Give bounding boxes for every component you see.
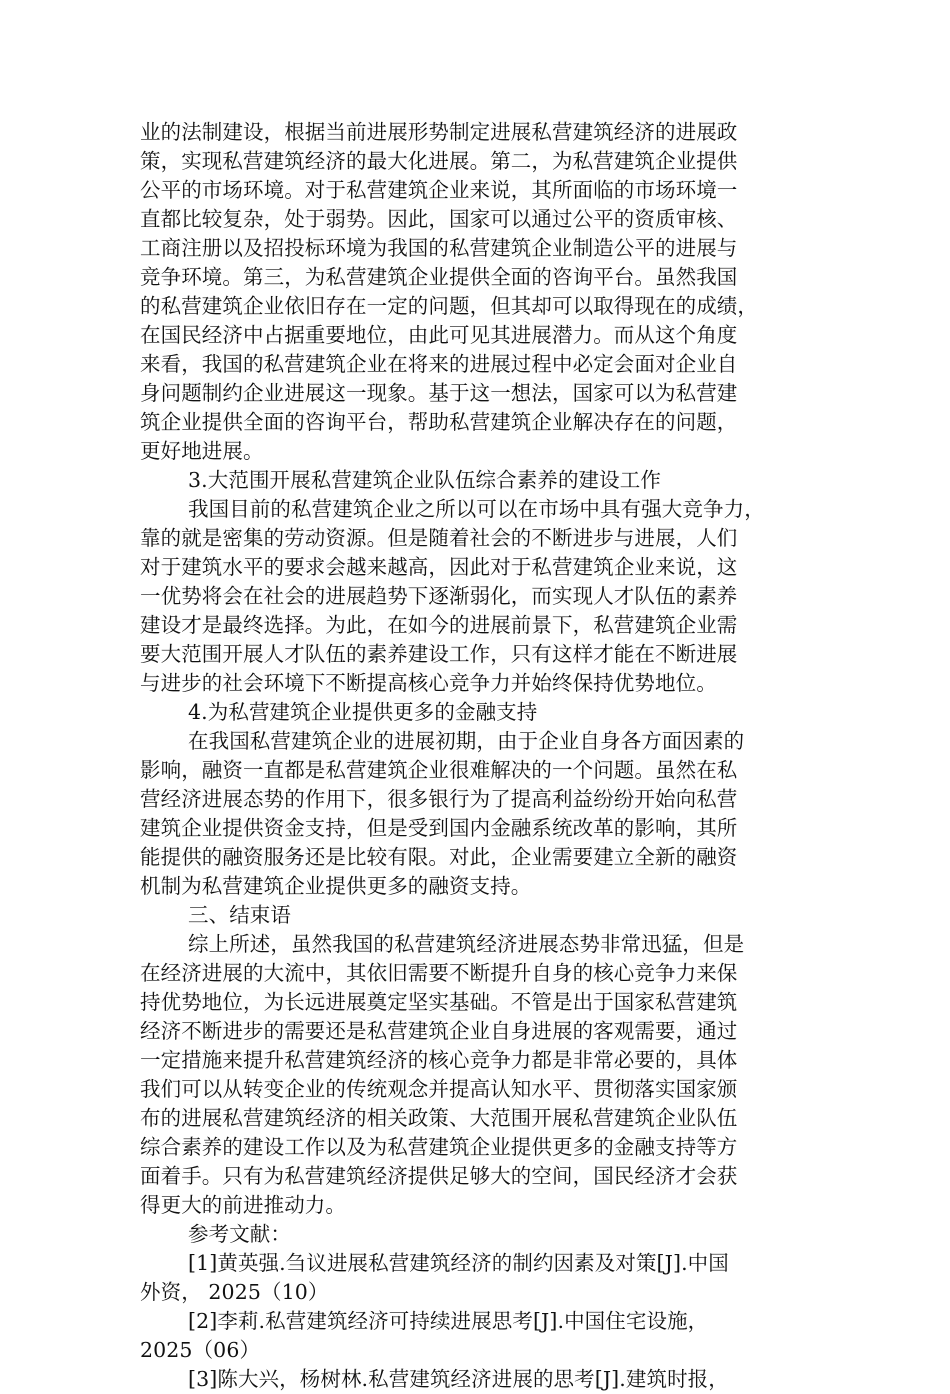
- text-line: [1]黄英强.刍议进展私营建筑经济的制约因素及对策[J].中国: [188, 1251, 729, 1275]
- text-line: 工商注册以及招投标环境为我国的私营建筑企业制造公平的进展与: [140, 236, 738, 260]
- text-line: 在经济进展的大流中，其依旧需要不断提升自身的核心竞争力来保: [140, 961, 738, 985]
- text-line: 业的法制建设，根据当前进展形势制定进展私营建筑经济的进展政: [140, 120, 738, 144]
- text-line: 我们可以从转变企业的传统观念并提高认知水平、贯彻落实国家颁: [140, 1077, 738, 1101]
- text-line: 综上所述，虽然我国的私营建筑经济进展态势非常迅猛，但是: [188, 932, 745, 956]
- text-line: 能提供的融资服务还是比较有限。对此，企业需要建立全新的融资: [140, 845, 738, 869]
- text-line: 对于建筑水平的要求会越来越高，因此对于私营建筑企业来说，这: [140, 555, 738, 579]
- text-line: 3.大范围开展私营建筑企业队伍综合素养的建设工作: [188, 468, 661, 492]
- text-line: 公平的市场环境。对于私营建筑企业来说，其所面临的市场环境一: [140, 178, 738, 202]
- text-line: 在我国私营建筑企业的进展初期，由于企业自身各方面因素的: [188, 729, 745, 753]
- text-line: 一定措施来提升私营建筑经济的核心竞争力都是非常必要的，具体: [140, 1048, 738, 1072]
- text-line: 竞争环境。第三，为私营建筑企业提供全面的咨询平台。虽然我国: [140, 265, 738, 289]
- text-line: 综合素养的建设工作以及为私营建筑企业提供更多的金融支持等方: [140, 1135, 738, 1159]
- text-line: 建筑企业提供资金支持，但是受到国内金融系统改革的影响，其所: [140, 816, 738, 840]
- text-line: 三、结束语: [188, 903, 291, 927]
- text-line: 4.为私营建筑企业提供更多的金融支持: [188, 700, 538, 724]
- text-line: 2025（06）: [140, 1338, 261, 1362]
- text-line: 建设才是最终选择。为此，在如今的进展前景下，私营建筑企业需: [140, 613, 738, 637]
- text-line: 靠的就是密集的劳动资源。但是随着社会的不断进步与进展，人们: [140, 526, 738, 550]
- text-line: 营经济进展态势的作用下，很多银行为了提高利益纷纷开始向私营: [140, 787, 738, 811]
- text-line: 影响，融资一直都是私营建筑企业很难解决的一个问题。虽然在私: [140, 758, 738, 782]
- text-line: 外资， 2025（10）: [140, 1280, 329, 1304]
- text-line: 经济不断进步的需要还是私营建筑企业自身进展的客观需要，通过: [140, 1019, 738, 1043]
- text-line: 布的进展私营建筑经济的相关政策、大范围开展私营建筑企业队伍: [140, 1106, 738, 1130]
- text-line: 要大范围开展人才队伍的素养建设工作，只有这样才能在不断进展: [140, 642, 738, 666]
- document-body: [140, 118, 820, 1394]
- text-line: 来看，我国的私营建筑企业在将来的进展过程中必定会面对企业自: [140, 352, 738, 376]
- text-line: [2]李莉.私营建筑经济可持续进展思考[J].中国住宅设施，: [188, 1309, 709, 1333]
- text-line: 在国民经济中占据重要地位，由此可见其进展潜力。而从这个角度: [140, 323, 738, 347]
- text-line: 更好地进展。: [140, 439, 264, 463]
- text-line: 面着手。只有为私营建筑经济提供足够大的空间，国民经济才会获: [140, 1164, 738, 1188]
- text-line: 一优势将会在社会的进展趋势下逐渐弱化，而实现人才队伍的素养: [140, 584, 738, 608]
- text-line: 的私营建筑企业依旧存在一定的问题，但其却可以取得现在的成绩，: [140, 294, 758, 318]
- text-line: 参考文献：: [188, 1222, 291, 1246]
- text-line: 持优势地位，为长远进展奠定坚实基础。不管是出于国家私营建筑: [140, 990, 738, 1014]
- text-line: 身问题制约企业进展这一现象。基于这一想法，国家可以为私营建: [140, 381, 738, 405]
- text-line: 与进步的社会环境下不断提高核心竞争力并始终保持优势地位。: [140, 671, 717, 695]
- text-line: 筑企业提供全面的咨询平台，帮助私营建筑企业解决存在的问题，: [140, 410, 738, 434]
- text-line: 我国目前的私营建筑企业之所以可以在市场中具有强大竞争力，: [188, 497, 765, 521]
- text-line: 得更大的前进推动力。: [140, 1193, 346, 1217]
- text-line: 机制为私营建筑企业提供更多的融资支持。: [140, 874, 532, 898]
- text-line: 策，实现私营建筑经济的最大化进展。第二，为私营建筑企业提供: [140, 149, 738, 173]
- text-line: 直都比较复杂，处于弱势。因此，国家可以通过公平的资质审核、: [140, 207, 738, 231]
- text-line: [3]陈大兴，杨树林.私营建筑经济进展的思考[J].建筑时报，: [188, 1367, 729, 1391]
